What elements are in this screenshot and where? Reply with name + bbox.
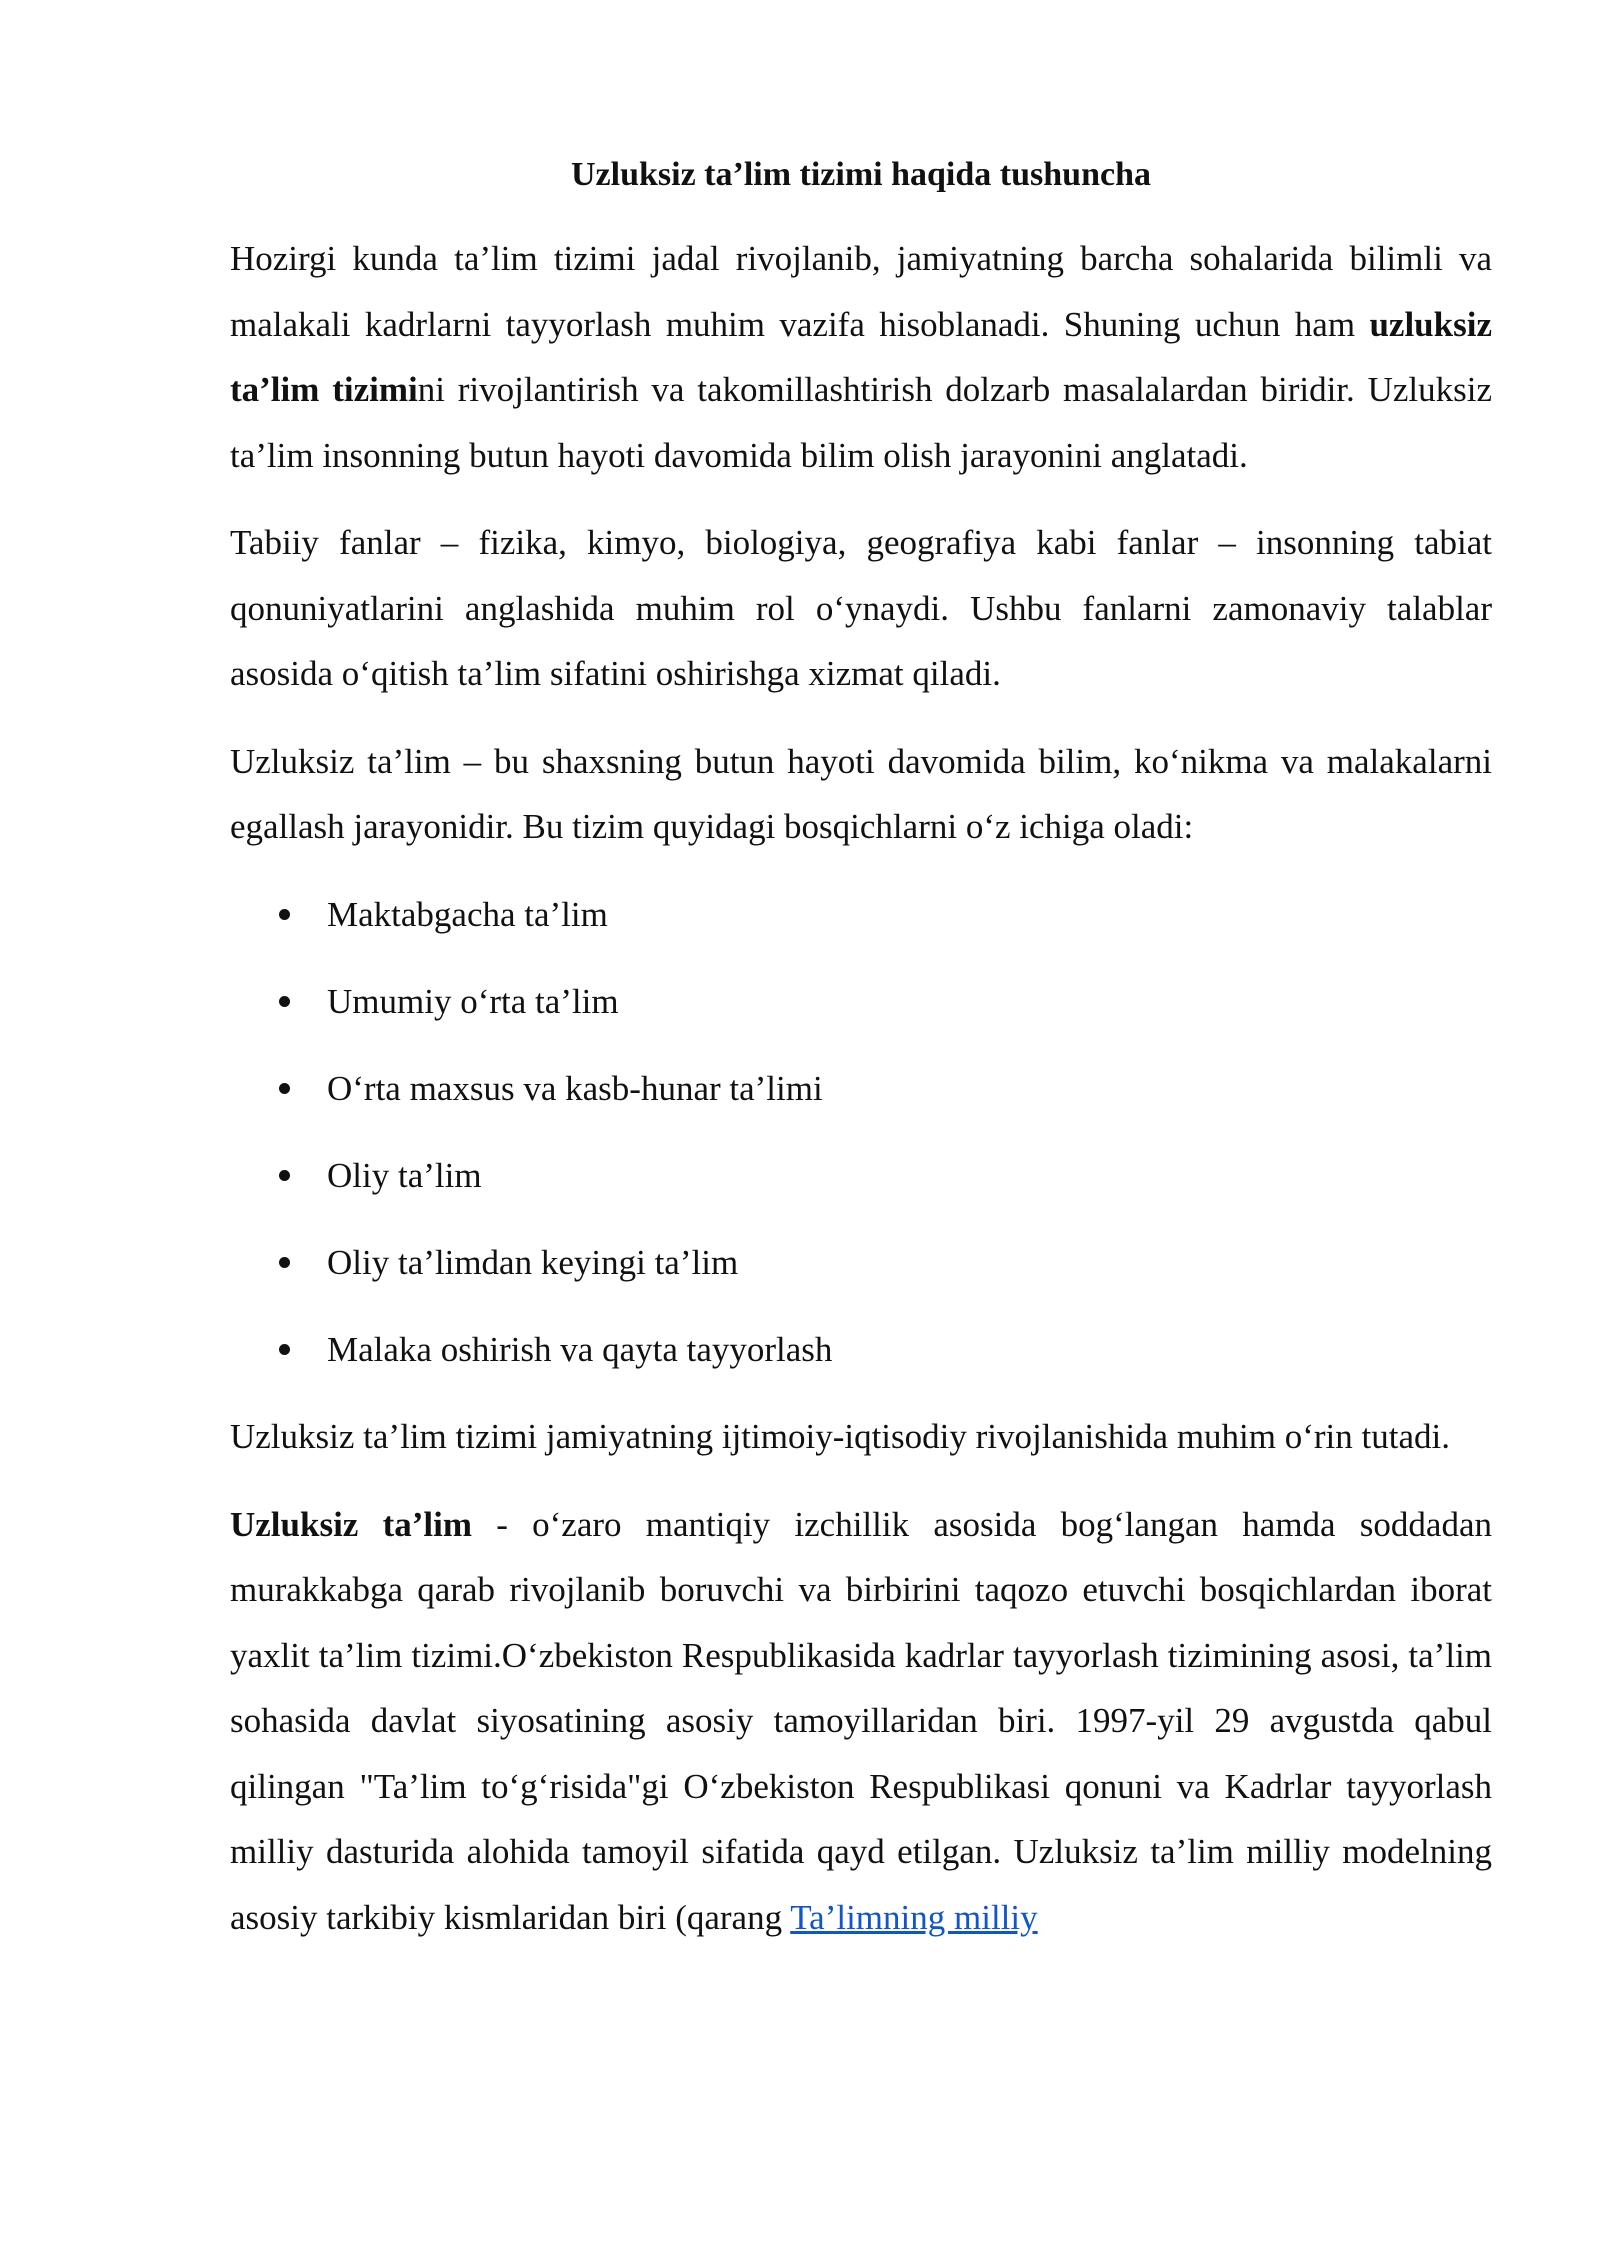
term-bold: Uzluksiz ta’lim: [230, 1504, 472, 1544]
stages-list: [230, 882, 1492, 1383]
paragraph-intro: [230, 226, 1492, 488]
list-item: [230, 882, 1492, 948]
list-item-label: O‘rta maxsus va kasb-hunar ta’limi: [327, 1068, 823, 1108]
intro-text-start: Hozirgi kunda ta’lim tizimi jadal rivojlanib, jamiyatning barcha sohalarida bilimli va malakali kadrlarni tayyorlash muhim vazifa hisoblanadi. Shuning uchun ham: [230, 239, 1492, 344]
bullet-icon: [279, 1344, 290, 1355]
intro-text-end: ni rivojlantirish va takomillashtirish dolzarb masalalardan biridir. Uzluksiz ta’lim insonning butun hayoti davomida bilim olish jarayonini anglatadi.: [230, 370, 1492, 475]
list-item: [230, 969, 1492, 1035]
list-item-label: Umumiy o‘rta ta’lim: [327, 981, 619, 1021]
list-item-label: Malaka oshirish va qayta tayyorlash: [327, 1329, 833, 1369]
list-item: [230, 1230, 1492, 1296]
bullet-icon: [279, 909, 290, 920]
list-item-label: Oliy ta’limdan keyingi ta’lim: [327, 1242, 739, 1282]
term-description: - o‘zaro mantiqiy izchillik asosida bog‘langan hamda soddadan murakkabga qarab rivojlanib boruvchi va birbirini taqozo etuvchi bosqichlardan iborat yaxlit ta’lim tizimi.O‘zbekiston Respublikasida kadrlar tayyorlash tizimining asosi, ta’lim sohasida davlat siyosatining asosiy tamoyillaridan biri. 1997-yil 29 avgustda qabul qilingan "Ta’lim to‘g‘risida"gi O‘zbekiston Respublikasi qonuni va Kadrlar tayyorlash milliy dasturida alohida tamoyil sifatida qayd etilgan. Uzluksiz ta’lim milliy modelning asosiy tarkibiy kismlaridan biri (qarang: [230, 1504, 1492, 1937]
list-item: [230, 1143, 1492, 1209]
paragraph-uzluksiz-talim: [230, 1492, 1492, 1951]
document-title: Uzluksiz ta’lim tizimi haqida tushuncha: [571, 156, 1151, 193]
list-item-label: Maktabgacha ta’lim: [327, 894, 608, 934]
talimning-milliy-link[interactable]: Ta’limning milliy: [790, 1897, 1038, 1937]
list-item-label: Oliy ta’lim: [327, 1155, 482, 1195]
paragraph-natural-sciences: Tabiiy fanlar – fizika, kimyo, biologiya, geografiya kabi fanlar – insonning tabiat qonuniyatlarini anglashida muhim rol o‘ynaydi. Ushbu fanlarni zamonaviy talablar asosida o‘qitish ta’lim sifatini oshirishga xizmat qiladi.: [230, 523, 1492, 693]
bullet-icon: [279, 1083, 290, 1094]
list-item: [230, 1317, 1492, 1383]
document-page: [230, 150, 1492, 1972]
bullet-icon: [279, 996, 290, 1007]
intro-bold-term: uzluksiz ta’lim tizimi: [230, 304, 1492, 409]
bullet-icon: [279, 1257, 290, 1268]
paragraph-role: Uzluksiz ta’lim tizimi jamiyatning ijtimoiy-iqtisodiy rivojlanishida muhim o‘rin tutadi.: [230, 1417, 1450, 1456]
bullet-icon: [279, 1170, 290, 1181]
list-item: [230, 1056, 1492, 1122]
paragraph-definition: Uzluksiz ta’lim – bu shaxsning butun hayoti davomida bilim, ko‘nikma va malakalarni egallash jarayonidir. Bu tizim quyidagi bosqichlarni o‘z ichiga oladi:: [230, 741, 1492, 846]
